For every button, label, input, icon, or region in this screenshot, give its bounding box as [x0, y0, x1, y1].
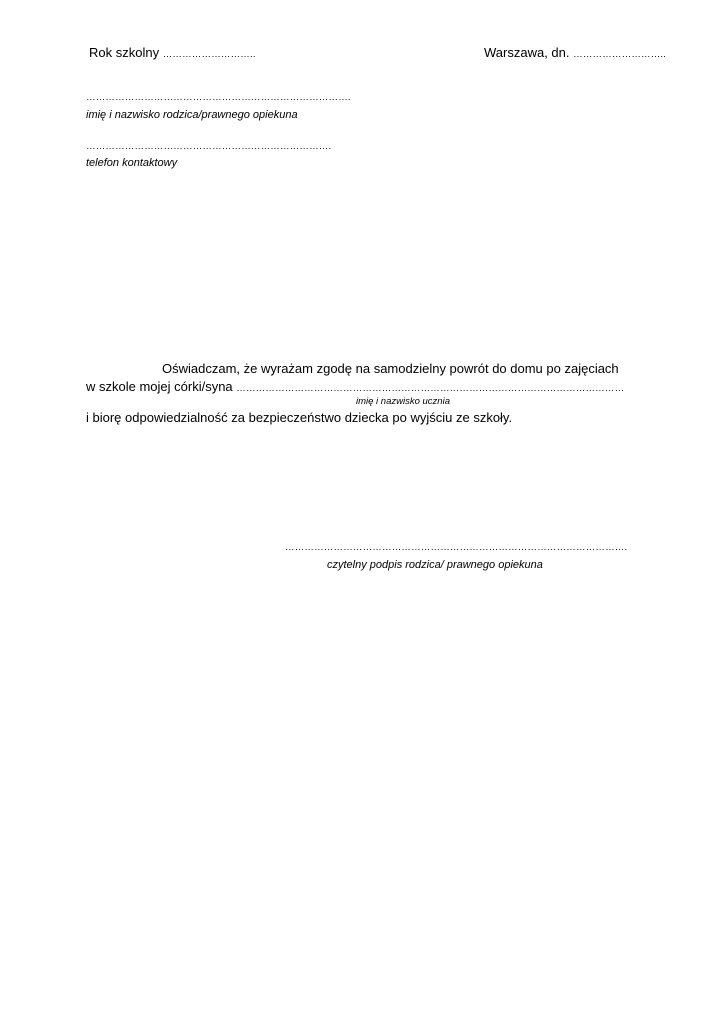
student-name-blank: ………………………………………………………………………………………………………… — [236, 383, 625, 394]
phone-caption: telefon kontaktowy — [86, 157, 178, 169]
declaration-line-2-prefix: w szkole mojej córki/syna — [86, 379, 233, 394]
student-name-caption: imię i nazwisko ucznia — [356, 396, 450, 407]
place-date-label-text: Warszawa, dn. — [484, 45, 570, 60]
parent-name-blank: ………………………………………………………………………. — [86, 92, 351, 103]
school-year-blank: ……………………….. — [162, 49, 256, 60]
declaration-line-2 — [86, 379, 624, 394]
place-date-label — [484, 45, 666, 60]
place-date-blank: ……………………….. — [573, 49, 667, 60]
signature-caption: czytelny podpis rodzica/ prawnego opiekuna — [327, 559, 543, 571]
school-year-label-text: Rok szkolny — [89, 45, 160, 60]
signature-blank: ……………………………………………………………………………………………. — [285, 542, 628, 553]
declaration-line-3: i biorę odpowiedzialność za bezpieczeństwo dziecka po wyjściu ze szkoły. — [86, 410, 513, 425]
phone-blank: …………………………………………………………………. — [86, 141, 332, 152]
declaration-line-1: Oświadczam, że wyrażam zgodę na samodzielny powrót do domu po zajęciach — [162, 361, 619, 376]
parent-name-caption: imię i nazwisko rodzica/prawnego opiekuna — [86, 109, 298, 121]
school-year-label — [89, 45, 256, 60]
